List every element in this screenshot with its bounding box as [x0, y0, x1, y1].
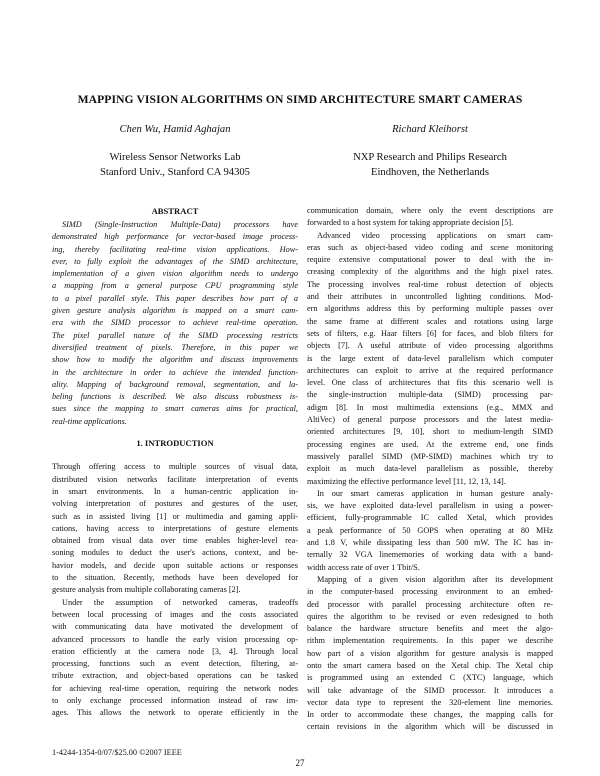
text-line: will take advantage of the SIMD processor. It introduces a	[307, 685, 553, 695]
abstract-body	[52, 219, 298, 428]
text-line: a peak performance of 50 GOPS when operating at 80 MHz	[307, 525, 553, 535]
text-line: a mapping from a general purpose CPU programming style	[52, 281, 298, 291]
affiliation-right	[307, 150, 553, 180]
text-line: ages. This allows the network to operate efficiently in the	[52, 708, 298, 718]
copyright-footer: 1-4244-1354-0/07/$25.00 ©2007 IEEE	[52, 748, 182, 757]
text-line: Advanced video processing applications on smart cam-	[317, 230, 553, 240]
text-line: architectures can exploit to arrive at the required performance	[307, 365, 553, 375]
text-line: diversified treatment of pixels. Therefore, in this paper we	[52, 342, 298, 352]
text-line: the single-instruction multiple-data (SIMD) processing par-	[307, 390, 553, 400]
text-line: ern algorithms address this by performing multiple passes over	[307, 304, 553, 314]
text-line: In order to accommodate these changes, the mapping calls for	[307, 710, 553, 720]
text-line: require extensive computational power to deal with the in-	[307, 255, 553, 265]
text-line: era with the SIMD processor to achieve real-time operation.	[52, 318, 298, 328]
left-column	[52, 205, 298, 720]
text-line: ternally 32 VGA linememories of working data with a band-	[307, 550, 553, 560]
text-line: given gesture analysis algorithm is mapped on a smart cam-	[52, 306, 298, 316]
affiliation-line: Stanford Univ., Stanford CA 94305	[100, 167, 250, 178]
text-line: between local processing of images and the costs associated	[52, 609, 298, 619]
text-line: volving interpretation of postures and gestures of the user,	[52, 499, 298, 509]
text-line: tribute extraction, and object-based operations can be tasked	[52, 671, 298, 681]
intro-paragraph-5	[307, 574, 553, 734]
text-line: sets of filters, e.g. Haar filters [6] for faces, and blob filters for	[307, 328, 553, 338]
text-line: processing engines are used. At the extreme end, one finds	[307, 439, 553, 449]
text-line: vector data type to represent the 320-element line memories.	[307, 697, 553, 707]
text-line: eras such as object-based video coding and scene monitoring	[307, 242, 553, 252]
text-line: is the large extent of data-level parallelism which computer	[307, 353, 553, 363]
intro-paragraph-2	[52, 597, 298, 720]
text-line: Through offering access to multiple sources of visual data,	[52, 462, 298, 472]
text-line: ded processor with parallel processing architecture often re-	[307, 599, 553, 609]
affiliation-line: NXP Research and Philips Research	[353, 152, 507, 163]
text-line: the same frame at different scales and rotations using large	[307, 316, 553, 326]
text-line: width access rate of over 1 Tbit/S.	[307, 562, 420, 572]
text-line: to the situation. Recently, methods have been developed for	[52, 573, 298, 583]
text-line: in the computer-based processing environment to an embed-	[307, 587, 553, 597]
text-line: exploit as much data-level parallelism as possible, thereby	[307, 464, 553, 474]
text-line: is programmed using an extended C (XTC) language, which	[307, 673, 553, 683]
text-line: distributed vision networks facilitate interpretation of events	[52, 474, 298, 484]
text-line: AltiVec) of general purpose processors and the latest media-	[307, 415, 553, 425]
text-line: sues since the mapping to smart cameras aims for practical,	[52, 404, 298, 414]
text-line: to only exchange processed information instead of raw im-	[52, 695, 298, 705]
text-line: demonstrated high performance for vector-based image process-	[52, 232, 298, 242]
intro-paragraph-2-continued	[307, 205, 553, 230]
text-line: in the architecture in order to achieve the intended function-	[52, 367, 298, 377]
text-line: objects [7]. A useful attribute of video processing algorithms	[307, 341, 553, 351]
text-line: massively parallel SIMD (MP-SIMD) machines which try to	[307, 451, 553, 461]
text-line: to a pixel parallel style. This paper describes how part of a	[52, 293, 298, 303]
text-line: eration efficiently at the camera node [3, 4]. Through local	[52, 646, 298, 656]
text-line: efficient, fully-programmable IC called Xetal, which provides	[307, 513, 553, 523]
text-line: havior models, and decide upon suitable actions or responses	[52, 560, 298, 570]
text-line: adigm [8]. In most multimedia extensions (e.g., MMX and	[307, 402, 553, 412]
text-line: communication domain, where only the event descriptions are	[307, 206, 553, 215]
text-line: certain revisions in the algorithm which will be discussed in	[307, 722, 553, 732]
affiliation-left	[52, 150, 298, 180]
text-line: The pixel parallel nature of the SIMD processing restricts	[52, 330, 298, 340]
affiliation-line: Wireless Sensor Networks Lab	[109, 152, 241, 163]
page-number: 27	[295, 758, 305, 768]
text-line: Under the assumption of networked cameras, tradeoffs	[62, 597, 298, 607]
text-line: The processing involves real-time robust detection of objects	[307, 279, 553, 289]
text-line: maximizing the effective performance level [11, 12, 13, 14].	[307, 476, 506, 486]
paper-title: MAPPING VISION ALGORITHMS ON SIMD ARCHITECTURE SMART CAMERAS	[77, 93, 523, 106]
intro-paragraph-1	[52, 461, 298, 596]
intro-paragraph-4	[307, 488, 553, 574]
text-line: and 1.8 V, while dissipating less than 500 mW. The IC has in-	[307, 538, 553, 548]
text-line: beling functions is described. We also discuss robustness is-	[52, 392, 298, 402]
text-line: real-time applications.	[52, 416, 127, 426]
text-line: level. One class of architectures that fits this scenario well is	[307, 378, 553, 388]
text-line: processing, functions such as event detection, filtering, at-	[52, 659, 298, 669]
text-line: ever, to fully exploit the advantages of the SIMD architecture,	[52, 256, 298, 266]
text-line: how part of a vision algorithm for gesture analysis is mapped	[307, 648, 553, 658]
text-line: advanced processors to handle the early vision processing op-	[52, 634, 298, 644]
text-line: Mapping of a given vision algorithm after its development	[317, 574, 553, 584]
section-heading: 1. INTRODUCTION	[136, 438, 214, 449]
text-line: forwarded to a host system for taking appropriate decision [5].	[307, 218, 514, 228]
text-line: rithm implementation requirements. In this paper we describe	[307, 636, 553, 646]
text-line: onto the smart camera based on the Xetal chip. The Xetal chip	[307, 660, 553, 670]
text-line: implementation of a given vision algorithm needs to undergo	[52, 269, 298, 279]
text-line: show how to modify the algorithm and discuss improvements	[52, 355, 298, 365]
text-line: and their attributes in uncontrolled lighting conditions. Mod-	[307, 292, 553, 302]
text-line: for achieving real-time operation, requiring the network nodes	[52, 683, 298, 693]
abstract-heading: ABSTRACT	[151, 206, 199, 216]
text-line: cations, having access to interpretations of gesture elements	[52, 523, 298, 533]
text-line: creasing complexity of the algorithms and the high pixel rates.	[307, 267, 553, 277]
text-line: In our smart cameras application in human gesture analy-	[317, 488, 553, 498]
text-line: with communicating data have motivated the development of	[52, 622, 298, 632]
text-line: gesture analysis from multiple collaborating cameras [2].	[52, 585, 241, 595]
text-line: SIMD (Single-Instruction Multiple-Data) processors have	[62, 220, 298, 229]
text-line: in smart environments. In a human-centric application in-	[52, 486, 298, 496]
text-line: such as in assisted living [1] or multimedia and gaming appli-	[52, 511, 298, 521]
intro-paragraph-3	[307, 230, 553, 488]
authors-right: Richard Kleihorst	[392, 124, 468, 135]
authors-left: Chen Wu, Hamid Aghajan	[119, 124, 231, 135]
text-line: oriented architectures [9, 10], short to medium-length SIMD	[307, 427, 553, 437]
right-column	[307, 205, 553, 734]
text-line: balance the hardware structure benefits and meet the algo-	[307, 624, 553, 634]
text-line: quires the algorithm to be revised or even redesigned to both	[307, 611, 553, 621]
affiliation-line: Eindhoven, the Netherlands	[371, 167, 489, 178]
text-line: ing, thereby facilitating real-time vision applications. How-	[52, 244, 298, 254]
text-line: soning modules to deduct the user's actions, context, and be-	[52, 548, 298, 558]
text-line: obtained from visual data over time enables higher-level rea-	[52, 536, 298, 546]
text-line: sis, we have exploited data-level parallelism in using a power-	[307, 501, 553, 511]
text-line: ality. Mapping of background removal, segmentation, and la-	[52, 379, 298, 389]
